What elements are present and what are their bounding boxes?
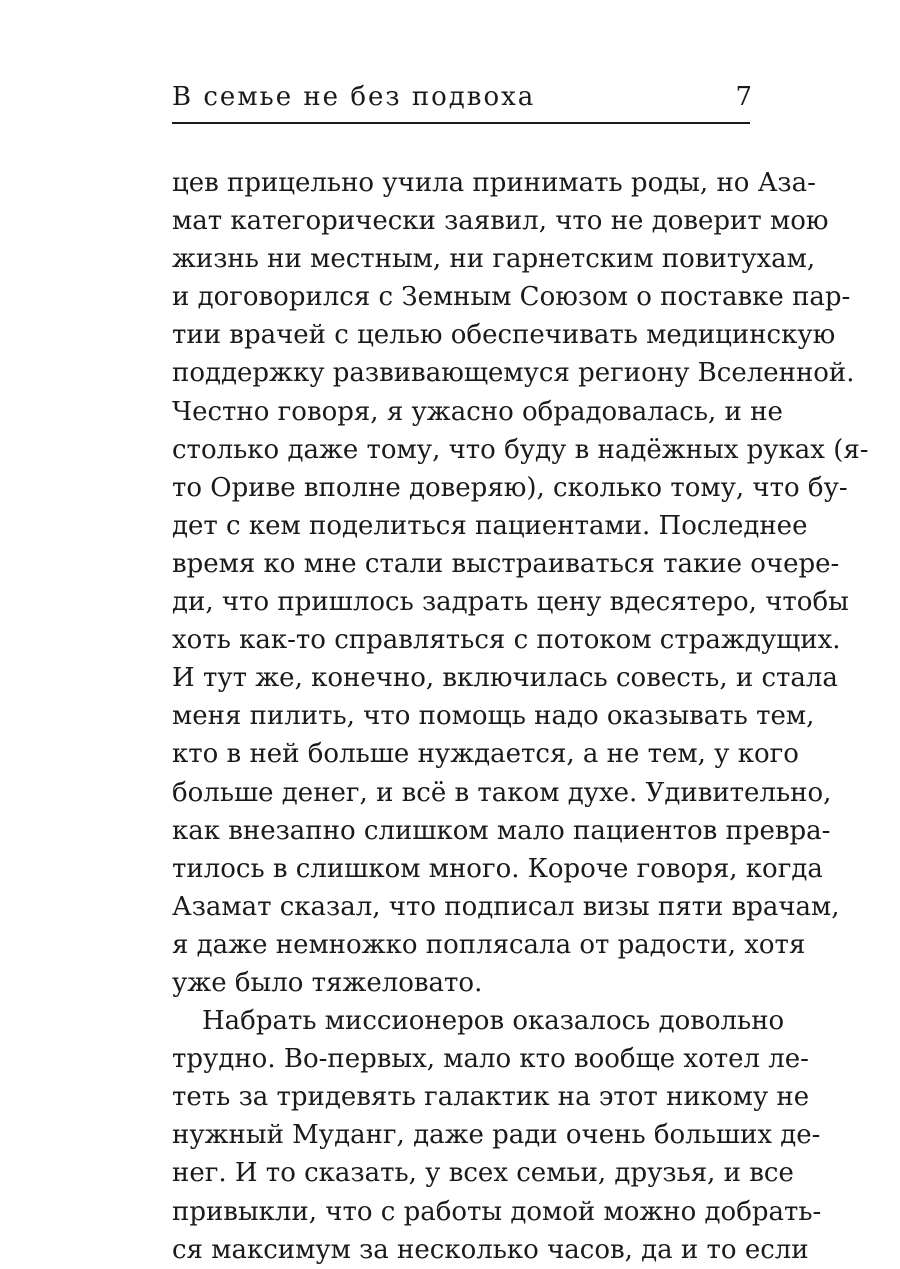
text-line: я даже немножко поплясала от радости, хотя bbox=[172, 929, 806, 960]
text-line: ся максимум за несколько часов, да и то если bbox=[172, 1234, 809, 1265]
text-line: хоть как-то справляться с потоком страждущих. bbox=[172, 625, 841, 656]
text-line: тилось в слишком много. Короче говоря, когда bbox=[172, 853, 823, 884]
text-line: столько даже тому, что буду в надёжных руках (я- bbox=[172, 434, 869, 465]
text-line: и договорился с Земным Союзом о поставке пар- bbox=[172, 282, 851, 313]
text-line: трудно. Во-первых, мало кто вообще хотел ле- bbox=[172, 1044, 809, 1075]
text-line: И тут же, конечно, включилась совесть, и стала bbox=[172, 663, 838, 694]
body-text bbox=[172, 164, 869, 1269]
text-line: тии врачей с целью обеспечивать медицинскую bbox=[172, 320, 836, 351]
text-line: нег. И то сказать, у всех семьи, друзья, и все bbox=[172, 1158, 794, 1189]
text-line: уже было тяжеловато. bbox=[172, 967, 483, 998]
text-line: больше денег, и всё в таком духе. Удивительно, bbox=[172, 777, 832, 808]
text-line: Азамат сказал, что подписал визы пяти врачам, bbox=[172, 891, 840, 922]
text-line: Честно говоря, я ужасно обрадовалась, и не bbox=[172, 396, 783, 427]
text-line: время ко мне стали выстраиваться такие очере- bbox=[172, 548, 840, 579]
text-line: кто в ней больше нуждается, а не тем, у кого bbox=[172, 739, 799, 770]
text-line: мат категорически заявил, что не доверит мою bbox=[172, 206, 829, 237]
text-line: дет с кем поделиться пациентами. Последнее bbox=[172, 510, 808, 541]
running-title: В семье не без подвоха bbox=[172, 82, 536, 112]
running-head bbox=[172, 80, 752, 120]
text-line: нужный Муданг, даже ради очень больших де- bbox=[172, 1120, 821, 1151]
text-line: меня пилить, что помощь надо оказывать тем, bbox=[172, 701, 815, 732]
text-line: привыкли, что с работы домой можно добрать- bbox=[172, 1196, 822, 1227]
page-number: 7 bbox=[735, 82, 752, 112]
text-line: поддержку развивающемуся региону Вселенной. bbox=[172, 358, 855, 389]
text-line: Набрать миссионеров оказалось довольно bbox=[202, 1006, 785, 1037]
text-line: теть за тридевять галактик на этот никому не bbox=[172, 1082, 810, 1113]
text-line: как внезапно слишком мало пациентов превра- bbox=[172, 815, 831, 846]
text-line: ди, что пришлось задрать цену вдесятеро, чтобы bbox=[172, 587, 849, 618]
text-line: то Ориве вполне доверяю), сколько тому, что бу- bbox=[172, 472, 848, 503]
text-line: цев прицельно учила принимать роды, но Аза- bbox=[172, 168, 816, 198]
text-line: жизнь ни местным, ни гарнетским повитухам, bbox=[172, 244, 816, 275]
header-rule bbox=[172, 122, 750, 124]
